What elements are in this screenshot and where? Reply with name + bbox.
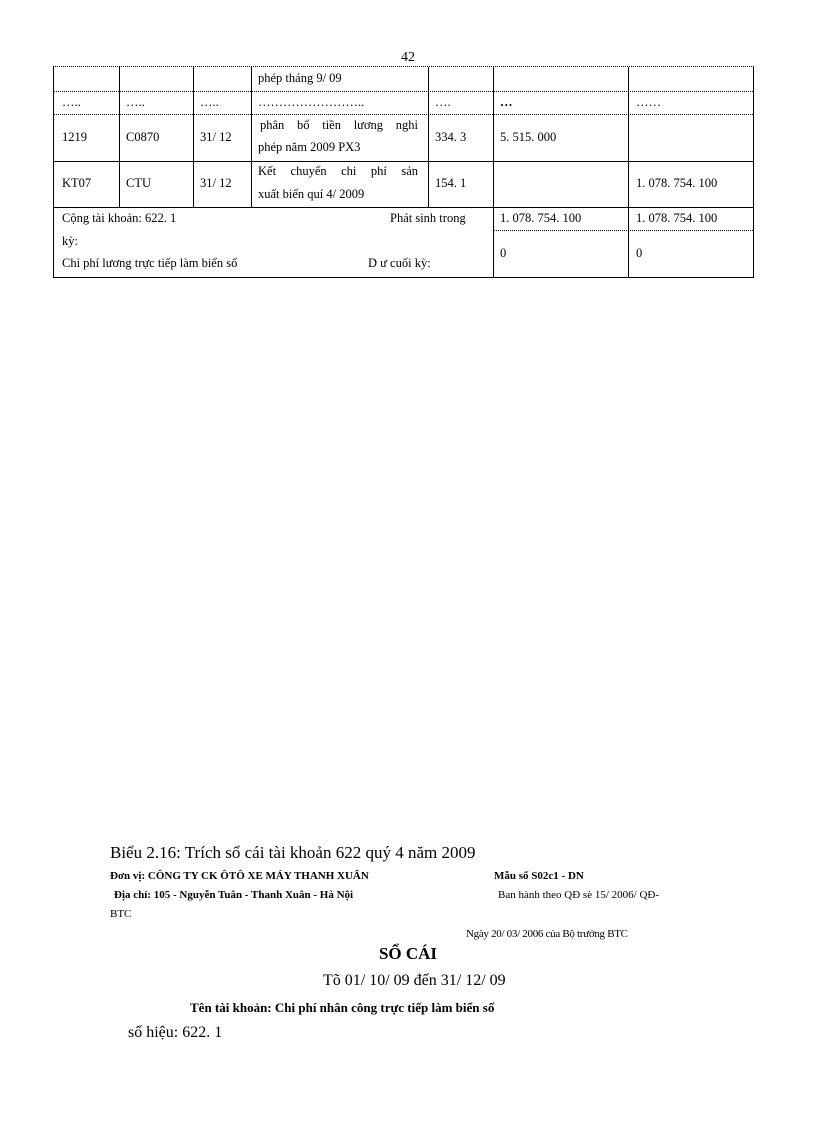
account-code: số hiệu: 622. 1 <box>128 1024 223 1041</box>
row-divider <box>493 230 753 231</box>
table-cell: …… <box>636 95 661 109</box>
table-cell-description: phân bổ tiền lương nghỉ <box>260 118 418 132</box>
table-cell-doc-no: KT07 <box>62 176 92 190</box>
decree-date: Ngày 20/ 03/ 2006 của Bộ trưởng BTC <box>466 928 628 940</box>
arising-debit: 1. 078. 754. 100 <box>500 211 582 225</box>
total-account-label: Cộng tài khoản: 622. 1 <box>62 211 177 225</box>
arising-label: Phát sinh trong <box>390 211 466 225</box>
table-cell-description: Kết chuyển chi phí sản <box>258 164 418 178</box>
arising-credit: 1. 078. 754. 100 <box>636 211 718 225</box>
decree-reference: Ban hành theo QĐ sè 15/ 2006/ QĐ- <box>498 889 660 901</box>
table-cell-date: 31/ 12 <box>200 176 232 190</box>
figure-caption: Biểu 2.16: Trích sổ cái tài khoản 622 quý 4 năm 2009 <box>110 843 476 862</box>
ending-credit: 0 <box>636 246 643 260</box>
page-number: 42 <box>401 50 415 65</box>
table-cell-debit: 5. 515. 000 <box>500 130 557 144</box>
account-description: Chi phí lương trực tiếp làm biển số <box>62 256 238 270</box>
decree-reference-continued: BTC <box>110 908 132 920</box>
table-cell-ref: CTU <box>126 176 151 190</box>
table-cell-description: phép tháng 9/ 09 <box>258 71 342 85</box>
ending-balance-label: D ư cuối kỳ: <box>368 256 431 270</box>
table-cell-ref: C0870 <box>126 130 160 144</box>
table-cell-doc-no: 1219 <box>62 130 87 144</box>
table-cell-description: phép năm 2009 PX3 <box>258 140 361 154</box>
form-number: Mẫu số S02c1 - DN <box>494 870 584 882</box>
table-cell: ….. <box>200 95 219 109</box>
column-divider <box>628 67 629 277</box>
table-cell-credit: 1. 078. 754. 100 <box>636 176 718 190</box>
ledger-title: SỔ CÁI <box>378 944 438 963</box>
table-cell-account: 334. 3 <box>435 130 467 144</box>
table-cell: … <box>500 95 513 109</box>
table-cell-account: 154. 1 <box>435 176 467 190</box>
table-cell: …. <box>435 95 451 109</box>
ledger-table <box>53 66 754 278</box>
table-cell-description: xuất biển quí 4/ 2009 <box>258 187 365 201</box>
column-divider <box>251 67 252 208</box>
column-divider <box>193 67 194 208</box>
period-label: kỳ: <box>62 234 78 248</box>
table-cell: ….. <box>126 95 145 109</box>
ledger-period: Tõ 01/ 10/ 09 đến 31/ 12/ 09 <box>323 972 506 989</box>
unit-name: Đơn vị: CÔNG TY CK ÔTÔ XE MÁY THANH XUÂN <box>110 870 369 882</box>
account-name: Tên tài khoản: Chi phí nhân công trực tiếp làm biển số <box>190 1000 495 1015</box>
table-cell: ….. <box>62 95 81 109</box>
table-cell: …………………….. <box>258 95 365 109</box>
ending-debit: 0 <box>500 246 507 260</box>
unit-address: Địa chỉ: 105 - Nguyễn Tuân - Thanh Xuân - Hà Nội <box>114 889 354 901</box>
table-cell-date: 31/ 12 <box>200 130 232 144</box>
column-divider <box>119 67 120 208</box>
column-divider <box>493 67 494 277</box>
column-divider <box>428 67 429 208</box>
